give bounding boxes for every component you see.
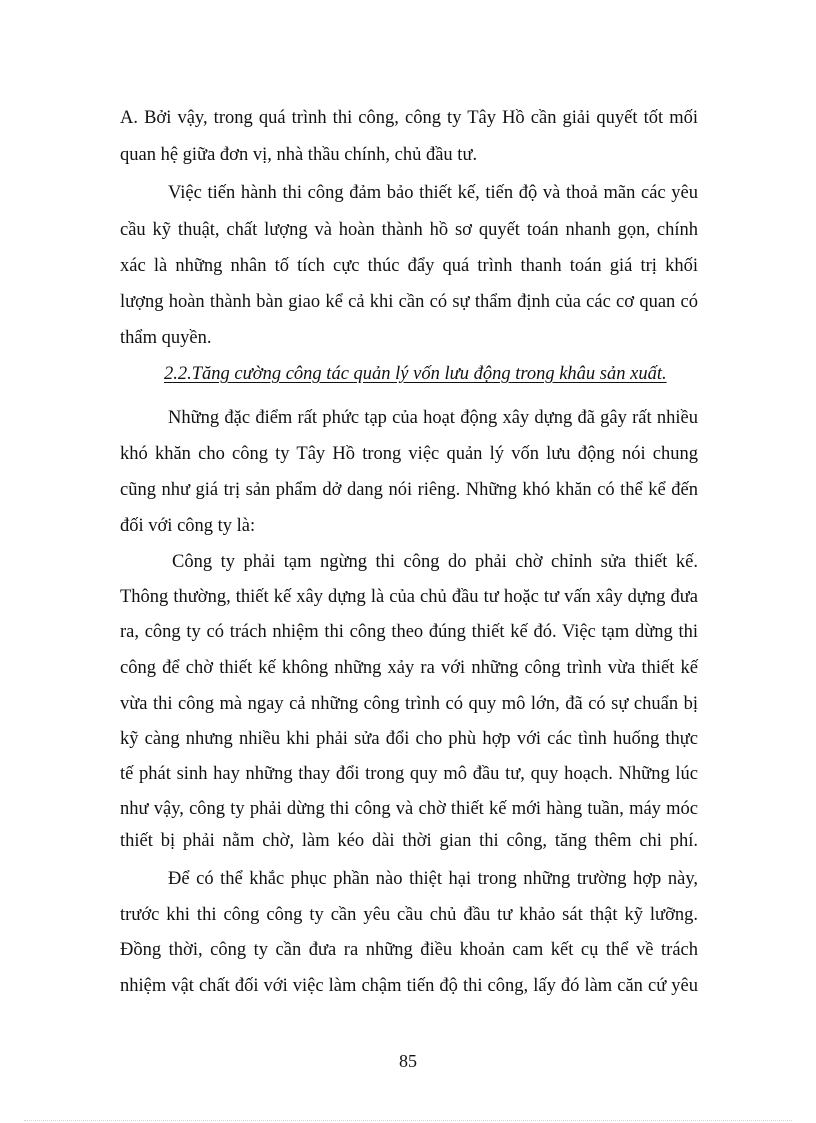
- text-line: Thông thường, thiết kế xây dựng là của chủ đầu tư hoặc tư vấn xây dựng đưa: [120, 587, 698, 607]
- text-line: lượng hoàn thành bàn giao kể cả khi cần có sự thẩm định của các cơ quan có: [120, 292, 698, 312]
- text-line: kỹ càng nhưng nhiều khi phải sửa đổi cho phù hợp với các tình huống thực: [120, 729, 698, 749]
- text-line: trước khi thi công công ty cần yêu cầu chủ đầu tư khảo sát thật kỹ lưỡng.: [120, 905, 698, 925]
- text-line: đối với công ty là:: [120, 516, 256, 536]
- text-line: cũng như giá trị sản phẩm dở dang nói riêng. Những khó khăn có thể kể đến: [120, 480, 698, 500]
- text-line: công để chờ thiết kế không những xảy ra với những công trình vừa thiết kế: [120, 658, 698, 678]
- page-number: 85: [399, 1051, 417, 1071]
- text-line: Công ty phải tạm ngừng thi công do phải chờ chỉnh sửa thiết kế.: [172, 552, 698, 572]
- text-line: Việc tiến hành thi công đảm bảo thiết kế, tiến độ và thoả mãn các yêu: [168, 183, 698, 203]
- page-bottom-rule: [24, 1120, 792, 1121]
- section-heading: 2.2.Tăng cường công tác quản lý vốn lưu động trong khâu sản xuất.: [164, 364, 667, 384]
- text-line: thẩm quyền.: [120, 328, 212, 348]
- text-line: nhiệm vật chất đối với việc làm chậm tiến độ thi công, lấy đó làm căn cứ yêu: [120, 976, 698, 996]
- text-line: thiết bị phải nằm chờ, làm kéo dài thời gian thi công, tăng thêm chi phí.: [120, 831, 698, 851]
- text-line: quan hệ giữa đơn vị, nhà thầu chính, chủ đầu tư.: [120, 145, 478, 165]
- text-line: Đồng thời, công ty cần đưa ra những điều khoản cam kết cụ thể về trách: [120, 940, 698, 960]
- text-line: cầu kỹ thuật, chất lượng và hoàn thành hồ sơ quyết toán nhanh gọn, chính: [120, 220, 698, 240]
- text-line: ra, công ty có trách nhiệm thi công theo đúng thiết kế đó. Việc tạm dừng thi: [120, 622, 698, 642]
- text-line: Những đặc điểm rất phức tạp của hoạt động xây dựng đã gây rất nhiều: [168, 408, 698, 428]
- text-line: như vậy, công ty phải dừng thi công và chờ thiết kế mới hàng tuần, máy móc: [120, 799, 698, 819]
- text-line: xác là những nhân tố tích cực thúc đẩy quá trình thanh toán giá trị khối: [120, 256, 698, 276]
- text-line: khó khăn cho công ty Tây Hồ trong việc quản lý vốn lưu động nói chung: [120, 444, 698, 464]
- text-line: Để có thể khắc phục phần nào thiệt hại trong những trường hợp này,: [168, 869, 698, 889]
- text-line: tế phát sinh hay những thay đổi trong quy mô đầu tư, quy hoạch. Những lúc: [120, 764, 698, 784]
- text-line: vừa thi công mà ngay cả những công trình có quy mô lớn, đã có sự chuẩn bị: [120, 694, 698, 714]
- text-line: A. Bởi vậy, trong quá trình thi công, công ty Tây Hồ cần giải quyết tốt mối: [120, 108, 698, 128]
